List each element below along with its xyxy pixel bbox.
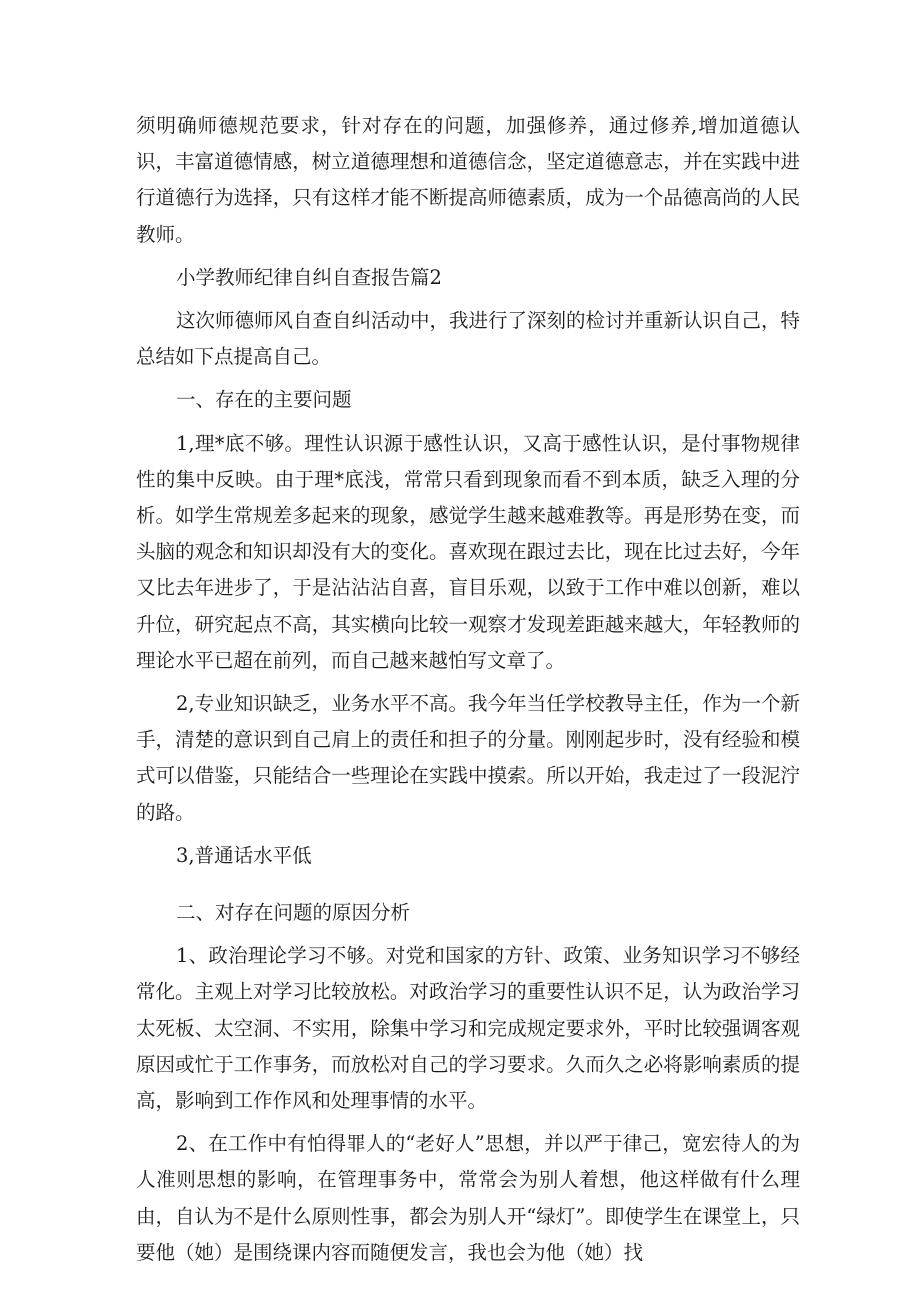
heading-cause-analysis: 二、对存在问题的原因分析	[176, 901, 411, 925]
paragraph-intro: 这次师德师风自查自纠活动中，我进行了深刻的检讨并重新认识自己，特总结如下点提高自己。	[136, 309, 801, 369]
paragraph-cause-2: 2、在工作中有怕得罪人的“老好人”思想，并以严于律己，宽宏待人的为人准则思想的影响，在管理事务中，常常会为别人着想，他这样做有什么理由，自认为不是什么原则性事，都会为别人开“绿灯”。即使学生在课堂上，只要他（她）是围绕课内容而随便发言，我也会为他（她）找	[136, 1132, 800, 1264]
paragraph-problem-3: 3,普通话水平低	[176, 843, 312, 867]
paragraph-problem-1: 1,理*底不够。理性认识源于感性认识，又高于感性认识，是付事物规律性的集中反映。由于理*底浅，常常只看到现象而看不到本质，缺乏入理的分析。如学生常规差多起来的现象，感觉学生越来越难教等。再是形势在变，而头脑的观念和知识却没有大的变化。喜欢现在跟过去比，现在比过去好，今年又比去年进步了，于是沾沾沾自喜，盲目乐观，以致于工作中难以创新，难以升位，研究起点不高，其实横向比较一观察才发现差距越来越大，年轻教师的理论水平已超在前列，而自己越来越怕写文章了。	[136, 431, 800, 672]
paragraph-continuation: 须明确师德规范要求，针对存在的问题，加强修养，通过修养,增加道德认识，丰富道德情感，树立道德理想和道德信念，坚定道德意志，并在实践中进行道德行为选择，只有这样才能不断提高师德素质，成为一个品德高尚的人民教师。	[136, 114, 800, 246]
document-body	[136, 108, 800, 1278]
section-title: 小学教师纪律自纠自查报告篇2	[176, 265, 442, 289]
paragraph-cause-1: 1、政治理论学习不够。对党和国家的方针、政策、业务知识学习不够经常化。主观上对学习比较放松。对政治学习的重要性认识不足，认为政治学习太死板、太空洞、不实用，除集中学习和完成规定要求外，平时比较强调客观原因或忙于工作事务，而放松对自己的学习要求。久而久之必将影响素质的提高，影响到工作作风和处理事情的水平。	[136, 944, 800, 1113]
heading-main-problems: 一、存在的主要问题	[176, 388, 352, 412]
paragraph-problem-2: 2,专业知识缺乏，业务水平不高。我今年当任学校教导主任，作为一个新手，清楚的意识到自己肩上的责任和担子的分量。刚刚起步时，没有经验和模式可以借鉴，只能结合一些理论在实践中摸索。所以开始，我走过了一段泥泞的路。	[136, 692, 800, 824]
